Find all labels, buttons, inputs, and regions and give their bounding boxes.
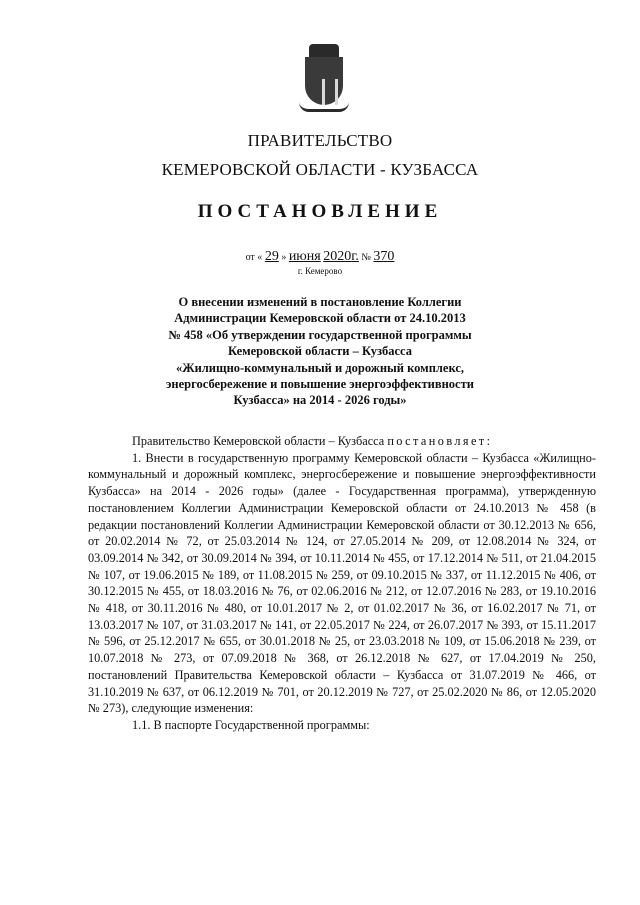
date-day: 29: [264, 249, 279, 264]
document-number: 370: [373, 249, 395, 264]
document-title-line: энергосбережение и повышение энергоэффективности: [166, 377, 474, 392]
date-year-suffix: г.: [351, 249, 359, 264]
document-title: [150, 294, 490, 409]
coat-of-arms-icon: [299, 44, 349, 112]
document-title-line: «Жилищно-коммунальный и дорожный комплекс,: [175, 360, 465, 375]
date-prefix: от «: [245, 252, 263, 263]
document-type-heading: ПОСТАНОВЛЕНИЕ: [197, 201, 443, 222]
document-title-line: Администрации Кемеровской области от 24.10.2013: [174, 311, 466, 326]
paragraph-1: 1. Внести в государственную программу Кемеровской области – Кузбасса «Жилищно-коммунальный и дорожный комплекс, энергосбережение и повышение энергоэффективности Кузбасса» на 2014 - 2026 годы» (далее - Государственная программа), утвержденную постановлением Коллегии Администрации Кемеровской области от 24.10.2013 № 458 (в редакции постановлений Коллегии Администрации Кемеровской области от 30.12.2013 № 656, от 20.02.2014 № 72, от 25.03.2014 № 124, от 27.05.2014 № 209, от 12.08.2014 № 324, от 03.09.2014 № 342, от 30.09.2014 № 394, от 10.11.2014 № 455, от 17.12.2014 № 511, от 21.04.2015 № 107, от 19.06.2015 № 189, от 11.08.2015 № 259, от 09.10.2015 № 337, от 11.12.2015 № 406, от 30.12.2015 № 455, от 18.03.2016 № 76, от 02.06.2016 № 212, от 12.07.2016 № 283, от 19.10.2016 № 418, от 30.11.2016 № 480, от 10.01.2017 № 2, от 01.02.2017 № 36, от 16.02.2017 № 71, от 13.03.2017 № 107, от 31.03.2017 № 141, от 22.05.2017 № 224, от 26.07.2017 № 393, от 15.11.2017 № 596, от 25.12.2017 № 655, от 30.01.2018 № 25, от 23.03.2018 № 109, от 15.06.2018 № 239, от 10.07.2018 № 273, от 07.09.2018 № 368, от 26.12.2018 № 627, от 17.04.2019 № 250, постановлений Правительства Кемеровской области – Кузбасса от 31.07.2019 № 466, от 31.10.2019 № 637, от 06.12.2019 № 701, от 20.12.2019 № 727, от 25.02.2020 № 86, от 12.05.2020 № 273), следующие изменения:: [88, 450, 596, 716]
paragraph-1-1: 1.1. В паспорте Государственной программы:: [132, 717, 370, 732]
document-body: [88, 433, 596, 734]
emblem-shield: [305, 57, 343, 105]
place-of-issue: г. Кемерово: [297, 266, 343, 276]
preamble-paragraph: [88, 433, 596, 450]
document-title-line: Кузбасса» на 2014 - 2026 годы»: [233, 393, 407, 408]
date-mid: »: [281, 252, 287, 263]
emblem-ribbon: [299, 102, 349, 112]
government-name-line-2: КЕМЕРОВСКОЙ ОБЛАСТИ - КУЗБАССА: [161, 160, 479, 179]
date-month: июня: [288, 249, 321, 264]
government-name-line-1: ПРАВИТЕЛЬСТВО: [247, 131, 393, 150]
preamble-text: Правительство Кемеровской области – Кузбасса: [132, 434, 385, 448]
document-title-line: О внесении изменений в постановление Коллегии: [178, 295, 462, 309]
date-year: 2020: [323, 249, 352, 264]
preamble-resolves: постановляет:: [387, 434, 493, 448]
document-title-line: Кемеровской области – Кузбасса: [227, 344, 413, 359]
date-number-line: [0, 249, 640, 265]
document-title-line: № 458 «Об утверждении государственной программы: [168, 327, 472, 342]
emblem-crown: [309, 44, 339, 57]
number-label: №: [361, 252, 371, 263]
